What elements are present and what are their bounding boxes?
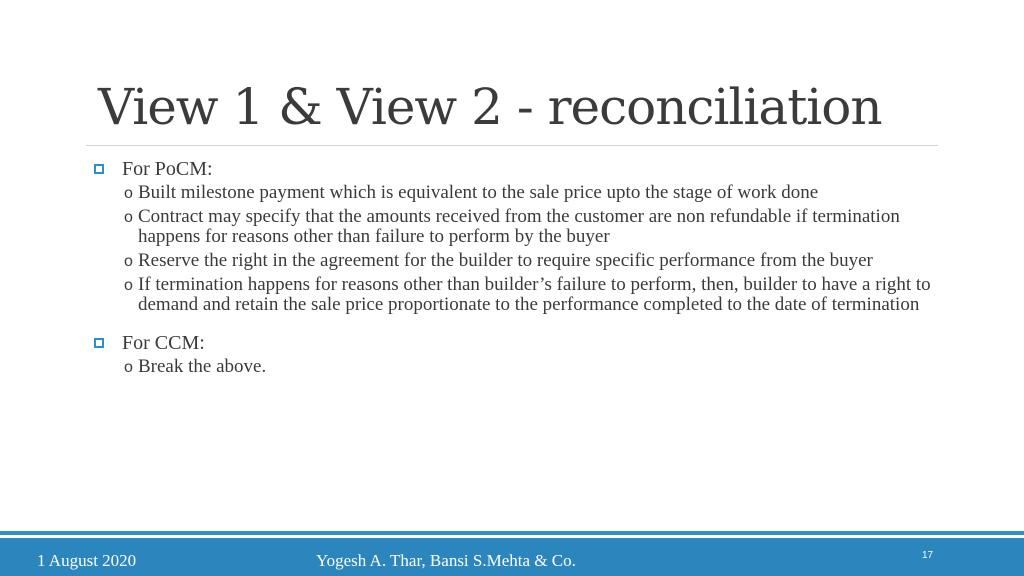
footer-date: 1 August 2020: [37, 551, 137, 570]
title-divider: [86, 145, 938, 146]
sub-bullet-list: [94, 183, 934, 315]
circle-o-icon: o: [124, 253, 133, 270]
footer-accent-band: [0, 531, 1024, 535]
sub-bullet-list: [94, 357, 934, 377]
section-heading-row: [94, 329, 934, 357]
list-item: [94, 357, 934, 377]
page-number: 17: [922, 550, 934, 561]
list-item: [94, 207, 934, 247]
list-item-text: Break the above.: [138, 356, 267, 377]
circle-o-icon: o: [124, 277, 133, 294]
list-item-text: Built milestone payment which is equivalent to the sale price upto the stage of work done: [138, 182, 819, 203]
slide-content: [94, 155, 934, 381]
list-item-text: Contract may specify that the amounts received from the customer are non refundable if termination happens for reasons other than failure to perform by the buyer: [138, 206, 900, 247]
list-item: [94, 251, 934, 271]
section-ccm: [94, 329, 934, 377]
footer-bar: [0, 538, 1024, 576]
section-heading: For CCM:: [122, 331, 205, 354]
list-item-text: If termination happens for reasons other than builder’s failure to perform, then, builder to have a right to demand and retain the sale price proportionate to the performance completed to the date of termination: [138, 274, 931, 315]
list-item: [94, 183, 934, 203]
hollow-square-icon: [94, 164, 104, 174]
circle-o-icon: o: [124, 359, 133, 376]
section-pocm: [94, 155, 934, 315]
slide-title: View 1 & View 2 - reconciliation: [98, 78, 882, 136]
footer-author: Yogesh A. Thar, Bansi S.Mehta & Co.: [316, 551, 576, 570]
section-heading-row: [94, 155, 934, 183]
list-item-text: Reserve the right in the agreement for the builder to require specific performance from the buyer: [138, 250, 873, 271]
section-heading: For PoCM:: [122, 157, 213, 180]
hollow-square-icon: [94, 338, 104, 348]
circle-o-icon: o: [124, 209, 133, 226]
circle-o-icon: o: [124, 185, 133, 202]
list-item: [94, 275, 934, 315]
